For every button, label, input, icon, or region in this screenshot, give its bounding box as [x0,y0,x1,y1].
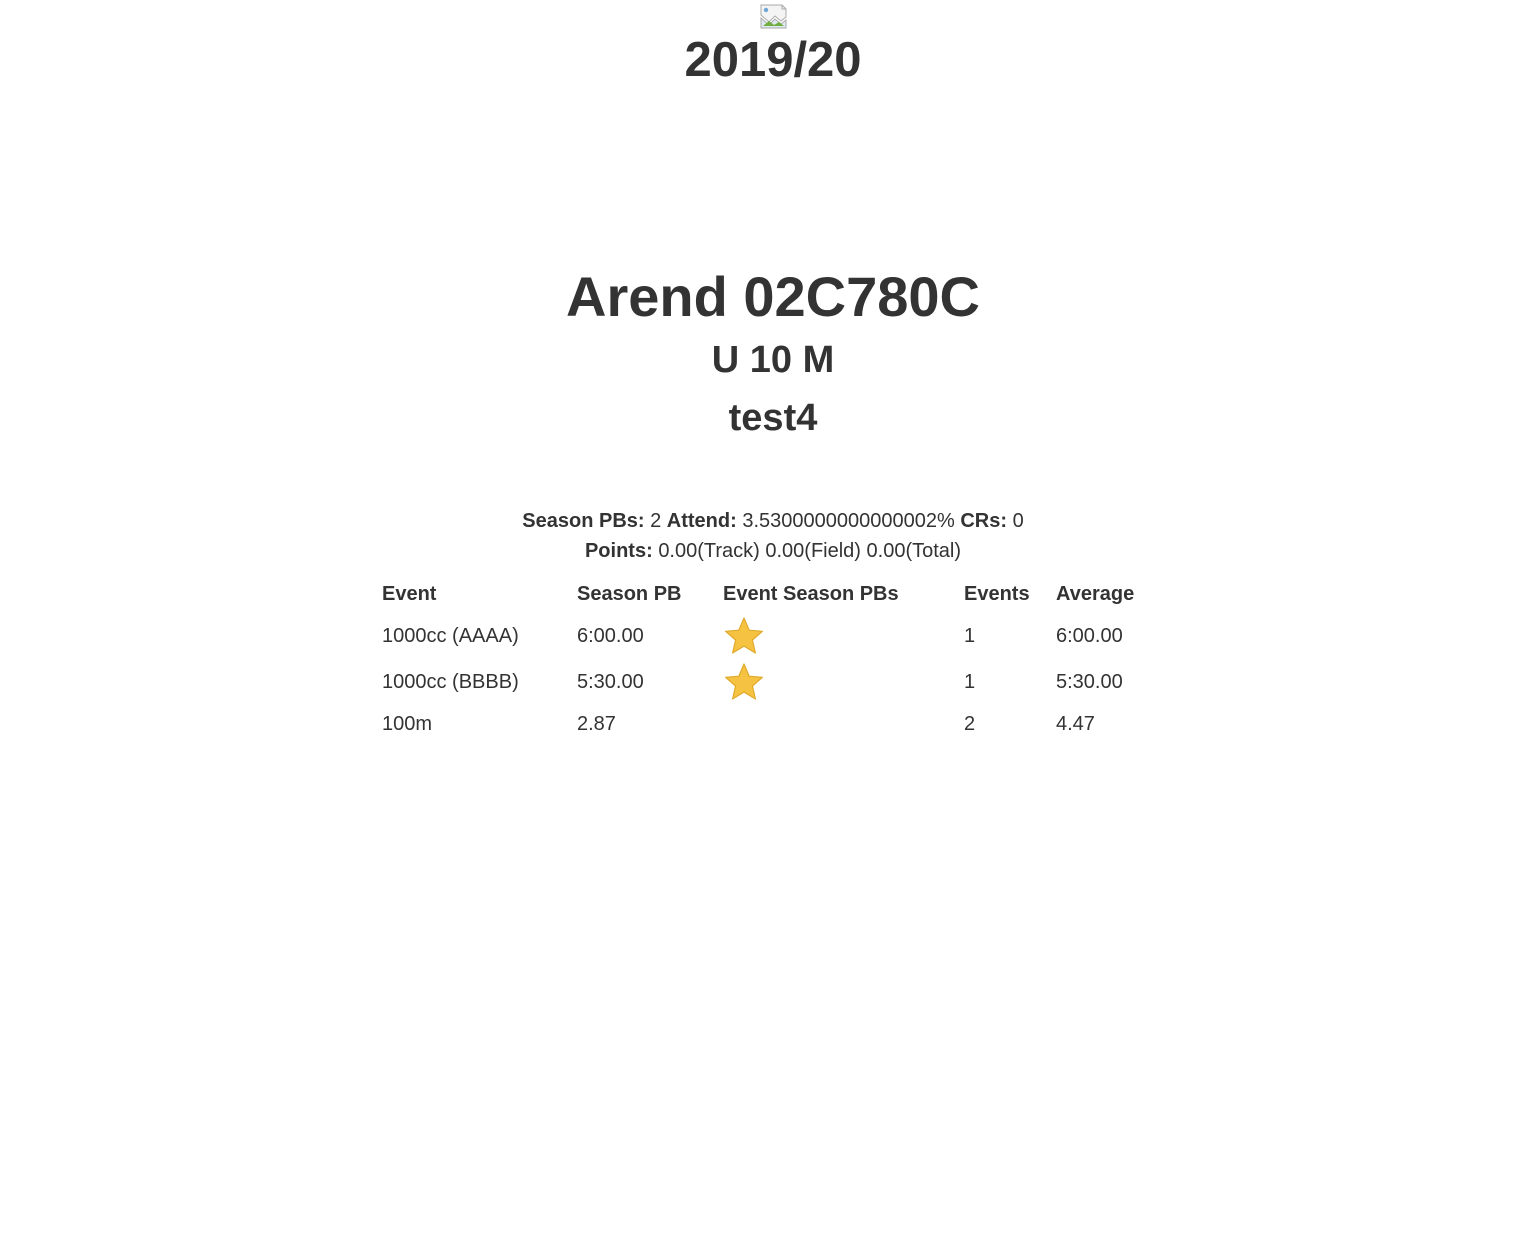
cell-event: 1000cc (AAAA) [382,624,519,647]
cell-event: 100m [382,712,433,735]
attend-value: 3.5300000000000002% [742,510,955,532]
cell-average: 4.47 [1056,712,1095,735]
cell-average: 5:30.00 [1056,670,1123,693]
cell-season-pb: 6:00.00 [577,624,644,647]
table-header-row [372,577,1156,613]
cell-season-pb: 5:30.00 [577,670,644,693]
summary-stats [0,507,1534,535]
table-row [372,705,1156,743]
cell-event-season-pbs [713,659,954,705]
points-value: 0.00(Track) 0.00(Field) 0.00(Total) [658,540,962,562]
cell-event: 1000cc (BBBB) [382,670,519,693]
crs-value: 0 [1012,510,1024,532]
results-table [372,577,1156,743]
header-events: Events [964,583,1030,605]
table-row [372,613,1156,659]
cell-events: 1 [964,624,976,647]
age-group: U 10 M [711,339,835,381]
star-icon [724,616,764,656]
cell-events: 2 [964,712,976,735]
points-label: Points: [584,540,653,562]
header-average: Average [1056,583,1135,605]
points-summary [0,537,1534,565]
club-name: test4 [728,397,818,439]
header-season-pb: Season PB [577,583,682,605]
crs-label: CRs: [960,510,1008,532]
cell-events: 1 [964,670,976,693]
cell-average: 6:00.00 [1056,624,1123,647]
table-row [372,659,1156,705]
star-icon [724,662,764,702]
cell-season-pb: 2.87 [577,712,616,735]
table-body [372,613,1156,743]
cell-event-season-pbs [713,613,954,659]
header-event: Event [382,583,437,605]
attend-label: Attend: [666,510,737,532]
season-title: 2019/20 [684,33,862,87]
athlete-name: Arend 02C780C [566,265,980,328]
broken-image-icon [760,4,787,29]
header-event-season-pbs: Event Season PBs [723,583,899,605]
season-pbs-value: 2 [650,510,662,532]
season-pbs-label: Season PBs: [522,510,645,532]
cell-event-season-pbs [713,705,954,743]
